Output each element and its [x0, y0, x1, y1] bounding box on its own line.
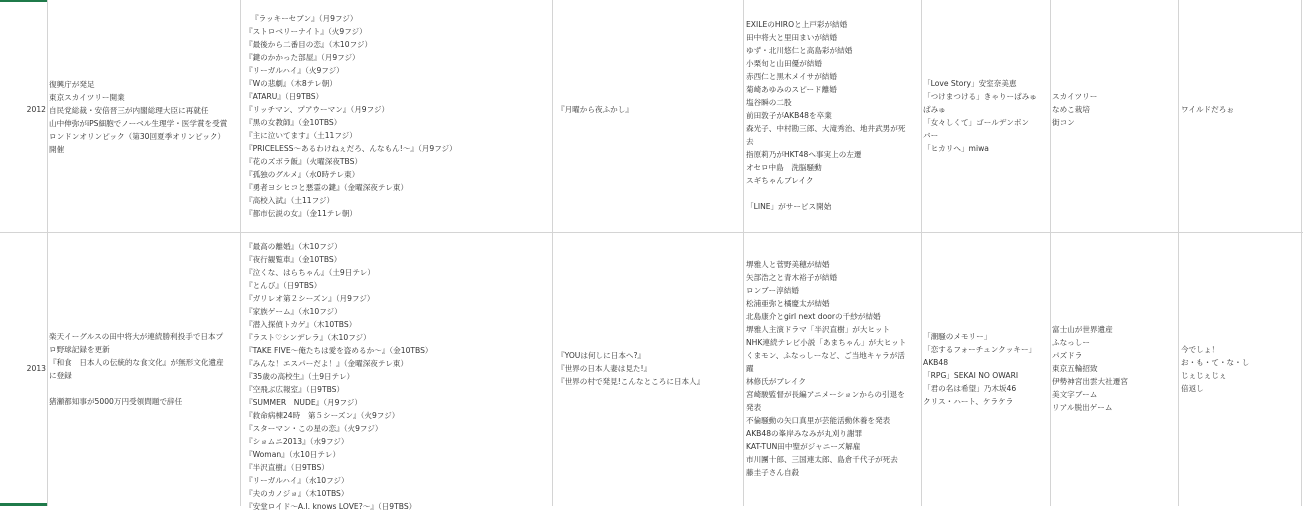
- trend-line: 伊勢神宮出雲大社遷宮: [1052, 377, 1128, 386]
- drama-line: 『泣くな、はらちゃん』（土9日テレ）: [245, 268, 375, 277]
- trends-cell[interactable]: [1052, 90, 1177, 129]
- entertainment-line: 森光子、中村勘三郎、大滝秀治、地井武男が死: [746, 124, 906, 133]
- music-line: 「潮騒のメモリー」: [923, 332, 992, 341]
- trend-line: リアル脱出ゲーム: [1052, 403, 1113, 412]
- drama-line: 『最高の離婚』（木10フジ）: [245, 242, 342, 251]
- drama-line: 『ラッキーセブン』（月9フジ）: [251, 14, 358, 23]
- music-line: ぱみゅ: [923, 105, 946, 114]
- drama-line: 『リーガルハイ』（火9フジ）: [245, 66, 344, 75]
- event-line: ロ野球記録を更新: [49, 345, 110, 354]
- dramas-cell[interactable]: [245, 12, 551, 220]
- column-divider: [47, 0, 48, 506]
- year-cell[interactable]: [0, 362, 46, 375]
- music-cell[interactable]: [923, 330, 1049, 408]
- column-divider: [743, 0, 744, 506]
- drama-line: 『ショムニ2013』（水9フジ）: [245, 437, 349, 446]
- entertainment-line: 「LINE」がサービス開始: [746, 202, 832, 211]
- entertainment-line: 去: [746, 137, 754, 146]
- trend-line: パズドラ: [1052, 351, 1083, 360]
- trends-cell[interactable]: [1052, 323, 1177, 414]
- variety-line: 『世界の村で発見!こんなところに日本人』: [557, 377, 705, 386]
- year-text: 2012: [26, 105, 46, 114]
- buzzword-line: 今でしょ！: [1181, 345, 1219, 354]
- event-line: 山中伸弥がiPS細胞でノーベル生理学・医学賞を受賞: [49, 119, 228, 128]
- buzzword-line: お・も・て・な・し: [1181, 358, 1250, 367]
- variety-cell[interactable]: [557, 103, 742, 116]
- drama-line: 『最後から二番目の恋』（木10フジ）: [245, 40, 373, 49]
- drama-line: 『潜入探偵トカゲ』（木10TBS）: [245, 320, 357, 329]
- selection-edge: [0, 503, 47, 506]
- buzzword-line: 倍返し: [1181, 384, 1204, 393]
- column-divider: [552, 0, 553, 506]
- event-line: 開催: [49, 145, 65, 154]
- drama-line: 『TAKE FIVE～俺たちは愛を盗めるか～』（金10TBS）: [245, 346, 433, 355]
- entertainment-line: [746, 187, 920, 200]
- event-line: 『和食 日本人の伝統的な食文化』が無形文化遺産: [49, 358, 224, 367]
- music-line: 「女々しくて」ゴールデンボン: [923, 118, 1030, 127]
- event-line: 東京スカイツリー開業: [49, 93, 125, 102]
- event-line: ロンドンオリンピック（第30回夏季オリンピック）: [49, 132, 226, 141]
- drama-line: 『高校入試』（土11フジ）: [245, 196, 335, 205]
- entertainment-line: 矢部浩之と青木裕子が結婚: [746, 273, 838, 282]
- event-line: 復興庁が発足: [49, 80, 95, 89]
- entertainment-line: EXILEのHIROと上戸彩が結婚: [746, 20, 848, 29]
- entertainment-line: 宮崎駿監督が長編アニメーションからの引退を: [746, 390, 905, 399]
- variety-cell[interactable]: [557, 349, 742, 388]
- drama-line: 『SUMMER NUDE』（月9フジ）: [245, 398, 362, 407]
- music-cell[interactable]: [923, 77, 1049, 155]
- drama-line: 『PRICELESS～あるわけねぇだろ、んなもん!～』（月9フジ）: [245, 144, 457, 153]
- drama-line: 『夫のカノジョ』（木10TBS）: [245, 489, 349, 498]
- music-line: AKB48: [923, 358, 949, 367]
- drama-line: 『花のズボラ飯』（火曜深夜TBS）: [245, 157, 363, 166]
- trend-line: 街コン: [1052, 118, 1075, 127]
- drama-line: 『夜行観覧車』（金10TBS）: [245, 255, 342, 264]
- music-line: 「ヒカリへ」miwa: [923, 144, 989, 153]
- entertainment-line: 赤西仁と黒木メイサが結婚: [746, 72, 837, 81]
- column-divider: [240, 0, 241, 506]
- events-cell[interactable]: [49, 78, 239, 156]
- variety-line: 『月曜から夜ふかし』: [557, 105, 633, 114]
- buzzwords-cell[interactable]: [1181, 343, 1300, 395]
- entertainment-line: 北島康介とgirl next doorの千紗が結婚: [746, 312, 881, 321]
- event-line: 自民党総裁・安倍晋三が内閣総理大臣に再就任: [49, 106, 209, 115]
- buzzword-line: じぇじぇじぇ: [1181, 371, 1227, 380]
- column-divider: [1301, 0, 1302, 506]
- drama-line: 『半沢直樹』（日9TBS）: [245, 463, 329, 472]
- entertainment-line: 不倫騒動の矢口真里が芸能活動休養を発表: [746, 416, 891, 425]
- drama-line: 『主に泣いてます』（土11フジ）: [245, 131, 357, 140]
- music-line: 「恋するフォーチュンクッキー」: [923, 345, 1037, 354]
- drama-line: 『Wの悲劇』（木8テレ朝）: [245, 79, 337, 88]
- drama-line: 『安堂ロイド～A.I. knows LOVE?～』（日9TBS）: [245, 502, 417, 511]
- event-line: 楽天イーグルスの田中将大が連続勝利投手で日本プ: [49, 332, 224, 341]
- event-line: に登録: [49, 371, 72, 380]
- drama-line: 『ストロベリーナイト』（火9フジ）: [245, 27, 367, 36]
- variety-line: 『世界の日本人妻は見た!』: [557, 364, 652, 373]
- drama-line: 『家族ゲーム』（水10フジ）: [245, 307, 342, 316]
- column-divider: [1050, 0, 1051, 506]
- entertainment-cell[interactable]: [746, 258, 920, 479]
- year-text: 2013: [26, 364, 46, 373]
- row-divider: [0, 232, 1303, 233]
- entertainment-line: 前田敦子がAKB48を卒業: [746, 111, 832, 120]
- entertainment-line: AKB48の峯岸みなみが丸刈り謝罪: [746, 429, 863, 438]
- event-line: [49, 382, 239, 395]
- event-line: 猪瀬都知事が5000万円受領問題で辞任: [49, 397, 183, 406]
- drama-line: 『スターマン・この星の恋』（火9フジ）: [245, 424, 383, 433]
- entertainment-line: 菊崎あゆみのスピード離婚: [746, 85, 837, 94]
- dramas-cell[interactable]: [245, 233, 551, 511]
- drama-line: 『ATARU』（日9TBS）: [245, 92, 324, 101]
- entertainment-line: 藤圭子さん自殺: [746, 468, 800, 477]
- drama-line: 『鍵のかかった部屋』（月9フジ）: [245, 53, 360, 62]
- drama-line: 『救命病棟24時 第５シーズン』（火9フジ）: [245, 411, 400, 420]
- drama-line: 『リッチマン、プアウーマン』（月9フジ）: [245, 105, 390, 114]
- entertainment-line: 躍: [746, 364, 754, 373]
- entertainment-line: 田中将大と里田まいが結婚: [746, 33, 838, 42]
- drama-line: 『黒の女教師』（金10TBS）: [245, 118, 342, 127]
- drama-line: 『35歳の高校生』（土9日テレ）: [245, 372, 355, 381]
- drama-line: 『リーガルハイ』（水10フジ）: [245, 476, 349, 485]
- music-line: 「RPG」SEKAI NO OWARI: [923, 371, 1019, 380]
- entertainment-line: NHK連続テレビ小説「あまちゃん」が大ヒット: [746, 338, 907, 347]
- music-line: 「Love Story」安室奈美恵: [923, 79, 1017, 88]
- entertainment-cell[interactable]: [746, 18, 920, 213]
- drama-line: 『空飛ぶ広報室』（日9TBS）: [245, 385, 345, 394]
- trend-line: 美文字ブーム: [1052, 390, 1098, 399]
- drama-line: 『みんな！エスパーだよ！』（金曜深夜テレ東）: [245, 359, 409, 368]
- music-line: バー: [923, 131, 939, 140]
- buzzwords-cell[interactable]: [1181, 103, 1300, 116]
- entertainment-line: 市川團十郎、三国連太郎、島倉千代子が死去: [746, 455, 898, 464]
- entertainment-line: KAT-TUN田中聖がジャニーズ解雇: [746, 442, 861, 451]
- trend-line: スカイツリー: [1052, 92, 1098, 101]
- drama-line: 『ラスト♡シンデレラ』（木10フジ）: [245, 333, 371, 342]
- drama-line: 『ガリレオ第２シーズン』（月9フジ）: [245, 294, 375, 303]
- entertainment-line: 発表: [746, 403, 762, 412]
- events-cell[interactable]: [49, 330, 239, 408]
- entertainment-line: スギちゃんブレイク: [746, 176, 814, 185]
- entertainment-line: 林修氏がブレイク: [746, 377, 806, 386]
- entertainment-line: ロンブー淳結婚: [746, 286, 799, 295]
- year-cell[interactable]: [0, 103, 46, 116]
- entertainment-line: ゆず・北川悠仁と高島彩が結婚: [746, 46, 853, 55]
- buzzword-line: ワイルドだろぉ: [1181, 105, 1234, 114]
- column-divider: [1178, 0, 1179, 506]
- drama-line: 『孤独のグルメ』（水0時テレ東）: [245, 170, 360, 179]
- entertainment-line: くまモン、ふなっしーなど、ご当地キャラが活: [746, 351, 905, 360]
- drama-line: 『とんび』（日9TBS）: [245, 281, 322, 290]
- entertainment-line: 堺雅人と菅野美穂が結婚: [746, 260, 830, 269]
- entertainment-line: オセロ中島 洗脳騒動: [746, 163, 822, 172]
- column-divider: [921, 0, 922, 506]
- entertainment-line: 小栗旬と山田優が結婚: [746, 59, 822, 68]
- drama-line: 『Woman』（水10日テレ）: [245, 450, 341, 459]
- music-line: 「君の名は希望」乃木坂46: [923, 384, 1017, 393]
- trend-line: 富士山が世界遺産: [1052, 325, 1113, 334]
- entertainment-line: 塩谷瞬の二股: [746, 98, 792, 107]
- entertainment-line: 松浦亜弥と橘慶太が結婚: [746, 299, 830, 308]
- drama-line: 『勇者ヨシヒコと悪霊の鍵』（金曜深夜テレ東）: [245, 183, 409, 192]
- trend-line: なめこ栽培: [1052, 105, 1090, 114]
- music-line: 「つけまつける」きゃりーぱみゅ: [923, 92, 1037, 101]
- entertainment-line: 堺雅人主演ドラマ「半沢直樹」が大ヒット: [746, 325, 891, 334]
- entertainment-line: 指原莉乃がHKT48へ事実上の左遷: [746, 150, 862, 159]
- music-line: クリス・ハート、ケラケラ: [923, 397, 1014, 406]
- variety-line: 『YOUは何しに日本へ?』: [557, 351, 646, 360]
- selection-edge: [0, 0, 47, 2]
- trend-line: 東京五輪招致: [1052, 364, 1098, 373]
- trend-line: ふなっしー: [1052, 338, 1090, 347]
- drama-line: 『都市伝説の女』（金11テレ朝）: [245, 209, 358, 218]
